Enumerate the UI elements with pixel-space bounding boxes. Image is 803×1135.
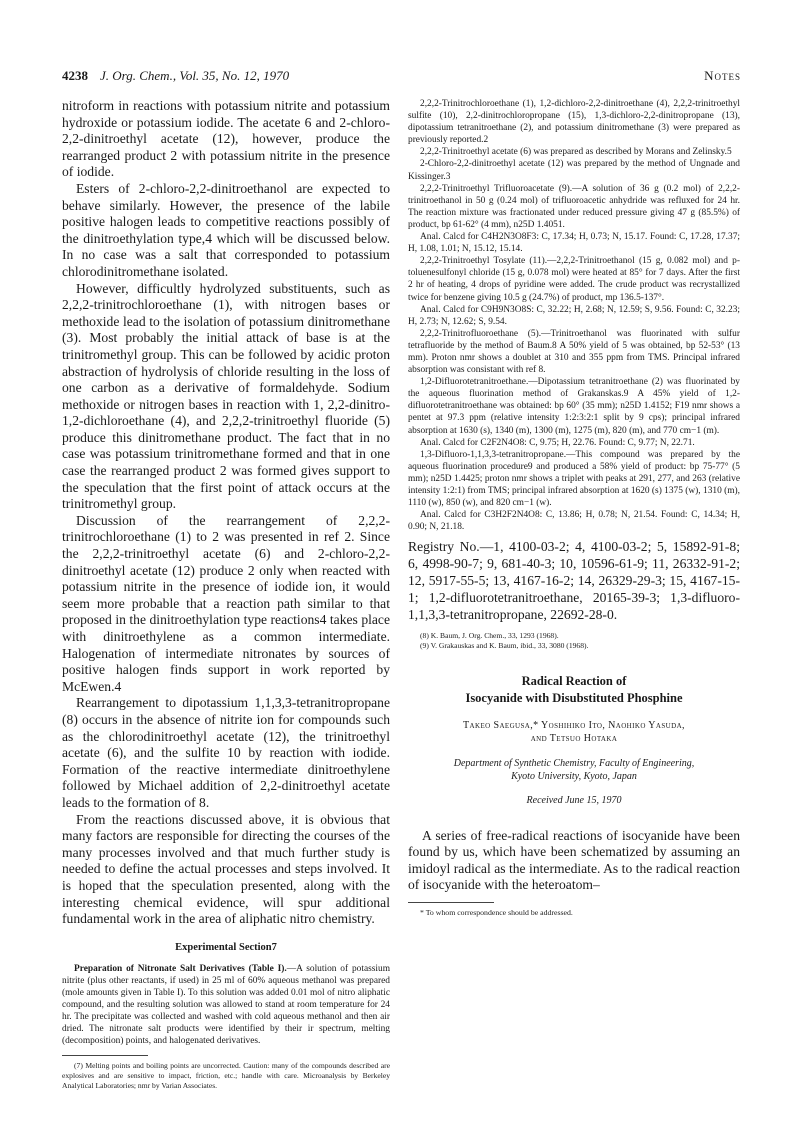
experimental-paragraph: 2,2,2-Trinitrochloroethane (1), 1,2-dichloro-2,2-dinitroethane (4), 2,2,2-trinitroethyl sulfite (10), 2,2-dinitrochloropropane (15), 1,3-dichloro-2,2-dinitropropane (13), dipotassium tetranitroethane (2), and potassium dinitromethane (3) were prepared as previously reported.2	[408, 99, 740, 146]
journal-citation: J. Org. Chem., Vol. 35, No. 12, 1970	[100, 68, 290, 83]
left-column	[62, 98, 390, 1115]
experimental-paragraph: 1,2-Difluorotetranitroethane.—Dipotassium tetranitroethane (2) was fluorinated by the aqueous fluorination method of Grakanskas.9 A 45% yield of 1,2-difluorotetranitroethane was obtained: bp 60° (35 mm); n25D 1.4152; F19 nmr shows a pentet at 97.3 ppm (relative intensity 1:2:3:2:1 split by 9 cps); principal infrared absorption at 1630 (s), 1340 (m), 1300 (m), 1275 (m), 820 (m), and 770 cm−1 (m).	[408, 377, 740, 436]
registry-numbers: Registry No.—1, 4100-03-2; 4, 4100-03-2; 5, 15892-91-8; 6, 4998-90-7; 9, 681-40-3; 10, 10596-61-9; 11, 26332-91-2; 12, 5917-55-5; 13, 4167-16-2; 14, 26329-29-3; 15, 4167-15-1; 1,2-difluorotetranitroethane, 20165-39-3; 1,3-difluoro-1,1,3,3-tetranitropropane, 22692-28-0.	[408, 539, 740, 622]
right-column	[408, 98, 740, 1115]
footnote-divider	[408, 902, 494, 903]
abstract-paragraph: A series of free-radical reactions of isocyanide have been found by us, which have been schematized by assuming an imidoyl radical as the intermediate. As to the radical reaction of isocyanide with the heteroatom–	[408, 827, 740, 893]
analysis-line: Anal. Calcd for C4H2N3O8F3: C, 17.34; H, 0.73; N, 15.17. Found: C, 17.28, 17.37; H, 1.08, 1.01; N, 15.12, 15.14.	[408, 232, 740, 255]
footnote-divider	[62, 1055, 148, 1056]
experimental-paragraph: 2,2,2-Trinitroethyl acetate (6) was prepared as described by Morans and Zelinsky.5	[420, 147, 732, 158]
article-title-line: Radical Reaction of	[521, 673, 627, 688]
experimental-paragraph: 2-Chloro-2,2-dinitroethyl acetate (12) was prepared by the method of Ungnade and Kissinger.3	[408, 159, 740, 182]
section-label: Notes	[704, 68, 741, 83]
page-header	[62, 68, 741, 88]
experimental-paragraph: 2,2,2-Trinitrofluoroethane (5).—Trinitroethanol was fluorinated with sulfur tetrafluoride by the method of Baum.8 A 50% yield of 5 was obtained, bp 52-53° (13 mm). Proton nmr shows a doublet at 310 and 355 ppm from TMS. Principal infrared absorption was consistant with ref 8.	[408, 328, 740, 376]
article-title	[408, 673, 740, 707]
experimental-paragraph: 1,3-Difluoro-1,1,3,3-tetranitropropane.—This compound was prepared by the aqueous fluorination procedure9 and produced a 58% yield of product: bp 75-77° (5 mm); n25D 1.4425; proton nmr shows a triplet with peaks at 291, 277, and 263 (relative intensity 1:2:1) from TMS; principal infrared absorption at 1620 (s) 1375 (w), 1310 (m), 1110 (w), 850 (w), and 820 cm−1 (w).	[408, 449, 740, 509]
paragraph: Discussion of the rearrangement of 2,2,2-trinitrochloroethane (1) to 2 was presented in ref 2. Since the 2,2,2-trinitroethyl acetate (6) and 2-chloro-2,2-dinitroethyl acetate (12) produce 2 only when reacted with potassium nitrite in the presence of iodide ion, it would seem more probable that a reaction path similar to that proposed in the dinitroethylation type reactions4 takes place with dinitroethylene as a common intermediate. Halogenation of intermediate nitronates by sources of positive halogen finds support in work reported by McEwen.4	[62, 512, 390, 694]
author-list	[408, 719, 740, 745]
experimental-text: —A solution of potassium nitrite (plus other reactants, if used) in 25 ml of 60% aqueous methanol was prepared (mole amounts given in Table I). To this solution was added 0.01 mol of nitro aliphatic compound, and the resulting solution was allowed to stand at room temperature for 24 hr. The precipitate was collected and washed with cold aqueous methanol and then air dried. The nitronate salt products were identified by their ir spectrum, melting (decomposition) points, and halogenated derivatives.	[62, 963, 390, 1047]
page-number: 4238	[62, 68, 88, 83]
references	[408, 631, 740, 650]
analysis-line: Anal. Calcd for C2F2N4O8: C, 9.75; H, 22.76. Found: C, 9.77; N, 22.71.	[420, 437, 695, 448]
paragraph: nitroform in reactions with potassium nitrite and potassium hydroxide or potassium iodide. The acetate 6 and 2-chloro-2,2-dinitroethyl acetate (12), however, produce the rearranged product 2 with potassium nitrite in the presence of iodide.	[62, 98, 390, 180]
paragraph: Rearrangement to dipotassium 1,1,3,3-tetranitropropane (8) occurs in the absence of nitrite ion for compounds such as the chlorodinitroethyl acetate (12), the trinitroethyl acetate (6), and the sulfite 10 by reaction with iodide. Formation of the reactive intermediate dinitroethylene followed by Michael addition of 2,2-dinitroethyl acetate leads to the formation of 8.	[62, 695, 390, 810]
experimental-paragraph: 2,2,2-Trinitroethyl Tosylate (11).—2,2,2-Trinitroethanol (15 g, 0.082 mol) and p-toluenesulfonyl chloride (15 g, 0.078 mol) were heated at 85° for 7 days. After the first 2 hr of heating, 4 drops of pyridine were added. The crude product was recrystallized twice for benzene giving 10.5 g (24.7%) of product, mp 136.5-137°.	[408, 256, 740, 303]
experimental-lead: Preparation of Nitronate Salt Derivatives (Table I).	[74, 963, 287, 974]
author-line: Takeo Saegusa,* Yoshihiko Ito, Naohiko Yasuda,	[463, 719, 685, 731]
correspondence-note: * To whom correspondence should be addressed.	[420, 907, 573, 917]
affiliation-line: Department of Synthetic Chemistry, Faculty of Engineering,	[453, 757, 695, 769]
analysis-line: Anal. Calcd for C3H2F2N4O8: C, 13.86; H, 0.78; N, 21.54. Found: C, 14.34; H, 0.90; N, 21.18.	[408, 510, 740, 533]
author-line: and Tetsuo Hotaka	[530, 732, 618, 744]
experimental-section-heading: Experimental Section7	[175, 941, 277, 953]
footnote: (7) Melting points and boiling points are uncorrected. Caution: many of the compounds described are explosives and are sensitive to impact, friction, etc.; handle with care. Microanalysis by Berkeley Analytical Laboratories; nmr by Varian Associates.	[62, 1061, 390, 1090]
experimental-paragraph: 2,2,2-Trinitroethyl Trifluoroacetate (9).—A solution of 36 g (0.2 mol) of 2,2,2-trinitroethanol in 50 g (0.24 mol) of trifluoroacetic anhydride was refluxed for 24 hr. The reaction mixture was fractionated under reduced pressure giving 47 g (85.5%) of product, bp 61-62° (4 mm), n25D 1.4051.	[408, 183, 740, 230]
reference: (8) K. Baum, J. Org. Chem., 33, 1293 (1968).	[420, 631, 559, 641]
affiliation-line: Kyoto University, Kyoto, Japan	[511, 770, 637, 782]
paragraph: However, difficultly hydrolyzed substituents, such as 2,2,2-trinitrochloroethane (1), with nitrogen bases or methoxide lead to the isolation of potassium dinitromethane (3). Most probably the initial attack of base is at the trinitromethyl group. This can be followed by acidic proton abstraction of hydrolysis of chloride resulting in the loss of one carbon as a derivative of formaldehyde. Sodium methoxide or nitrogen bases in reaction with 1, 2,2-dinitro-1,2-dichloroethane (4), and 2,2,2-trinitroethyl fluoride (5) produce this dinitromethane product. The fact that in no case was potassium trinitromethane formed and that in one case the rearranged product 2 was formed gives support to the speculation that the first point of attack occurs at the trinitromethyl group.	[62, 280, 390, 512]
paragraph: Esters of 2-chloro-2,2-dinitroethanol are expected to behave similarly. However, the presence of the labile positive halogen leads to competitive reactions possibly of the dinitroethylation type,4 which will be discussed below. In no case was a salt that corresponded to potassium chlorodinitromethane isolated.	[62, 180, 390, 279]
experimental-paragraph	[62, 963, 390, 1048]
article-title-line: Isocyanide with Disubstituted Phosphine	[465, 690, 683, 705]
reference: (9) V. Grakauskas and K. Baum, ibid., 33, 3080 (1968).	[420, 640, 589, 650]
affiliation	[408, 757, 740, 783]
paragraph: From the reactions discussed above, it is obvious that many factors are responsible for directing the courses of the many processes involved and that much further study is needed to define the actual processes and steps involved. It is hoped that the speculation presented, along with the interesting chemical evidence, will spur additional fundamental work in the area of aliphatic nitro chemistry.	[62, 811, 390, 927]
analysis-line: Anal. Calcd for C9H9N3O8S: C, 32.22; H, 2.68; N, 12.59; S, 9.56. Found: C, 32.23; H, 2.73; N, 12.62; S, 9.54.	[408, 304, 740, 327]
received-date: Received June 15, 1970	[526, 794, 622, 806]
